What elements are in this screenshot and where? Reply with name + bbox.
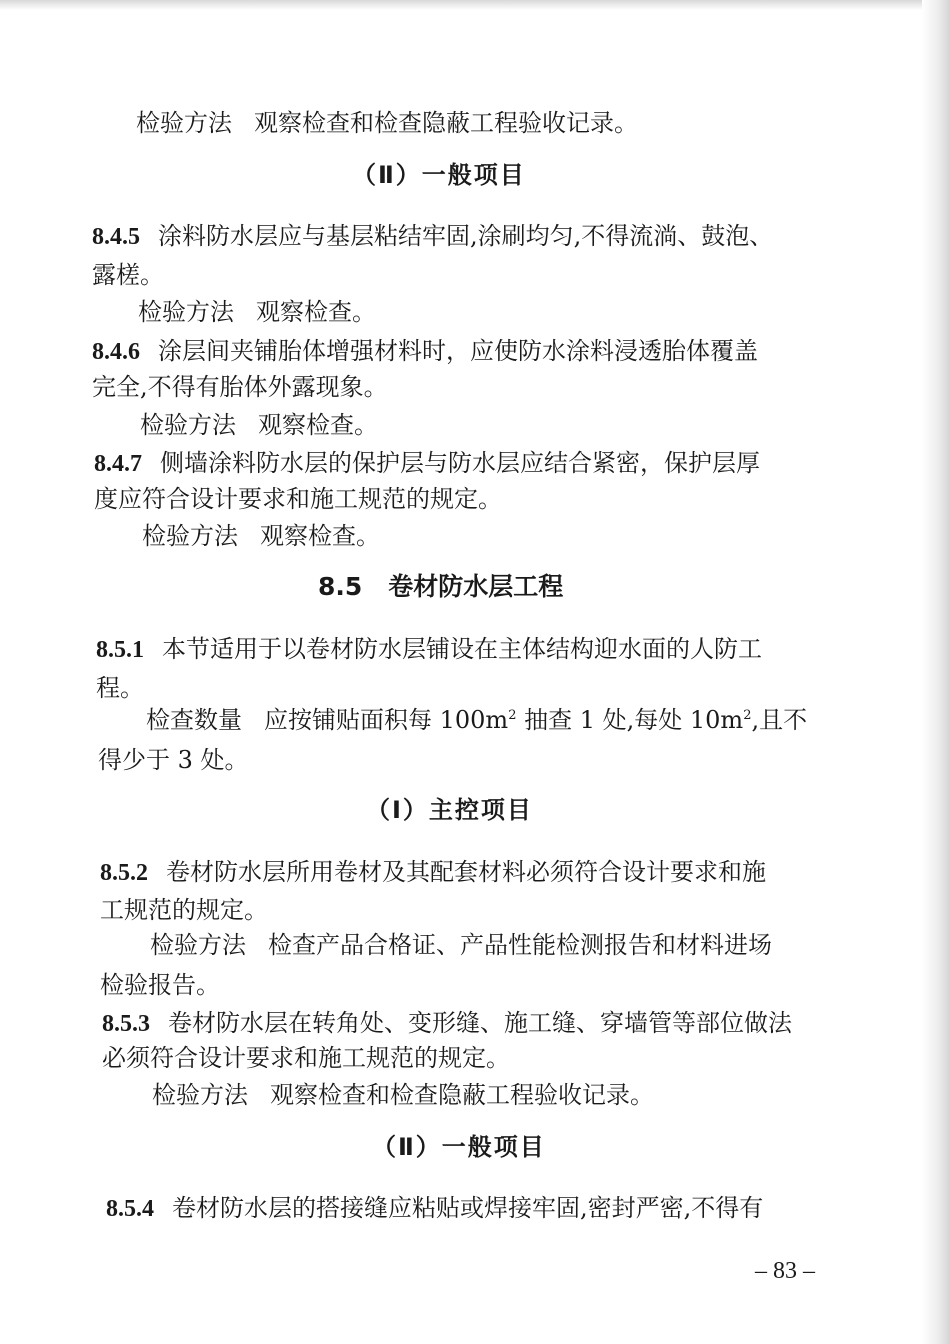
clause-number: 8.5.3	[102, 1011, 150, 1037]
heading-main-control-items: （Ⅰ）主控项目	[366, 796, 533, 824]
item-8-4-6-line2: 完全,不得有胎体外露现象。	[92, 373, 388, 401]
clause-number: 8.4.6	[92, 339, 140, 365]
heading-general-items-1: （Ⅱ）一般项目	[352, 161, 526, 189]
clause-text: 侧墙涂料防水层的保护层与防水层应结合紧密，保护层厚	[160, 449, 760, 477]
superscript: 2	[508, 708, 517, 723]
item-8-4-5-method	[138, 297, 376, 327]
top-inspection-method	[136, 108, 638, 138]
item-8-4-7-line1	[94, 448, 760, 479]
method-text: 观察检查。	[258, 411, 378, 439]
item-8-5-1-line1	[96, 634, 762, 665]
item-8-5-2-method	[150, 930, 772, 960]
clause-text: 卷材防水层所用卷材及其配套材料必须符合设计要求和施	[166, 858, 766, 886]
method-text: 观察检查。	[260, 522, 380, 550]
quantity-text-c: ,且不	[751, 706, 808, 734]
item-8-5-3-line1	[102, 1008, 792, 1039]
quantity-label: 检查数量	[146, 706, 242, 734]
item-8-4-7-method	[142, 521, 380, 551]
clause-text: 卷材防水层在转角处、变形缝、施工缝、穿墙管等部位做法	[168, 1009, 792, 1037]
clause-number: 8.4.7	[94, 451, 142, 477]
method-text: 检查产品合格证、产品性能检测报告和材料进场	[268, 931, 772, 959]
section-title-8-5	[318, 572, 563, 602]
clause-text: 涂料防水层应与基层粘结牢固,涂刷均匀,不得流淌、鼓泡、	[158, 222, 774, 250]
item-8-5-3-method	[152, 1080, 654, 1110]
clause-number: 8.5.1	[96, 637, 144, 663]
method-text: 观察检查和检查隐蔽工程验收记录。	[270, 1081, 654, 1109]
heading-general-items-2: （Ⅱ）一般项目	[372, 1133, 546, 1161]
method-label: 检验方法	[142, 522, 238, 550]
item-8-5-2-line1	[100, 857, 766, 888]
method-label: 检验方法	[150, 931, 246, 959]
clause-text: 卷材防水层的搭接缝应粘贴或焊接牢固,密封严密,不得有	[172, 1194, 764, 1222]
clause-text: 本节适用于以卷材防水层铺设在主体结构迎水面的人防工	[162, 635, 762, 663]
clause-number: 8.5.4	[106, 1196, 154, 1222]
clause-number: 8.4.5	[92, 224, 140, 250]
item-8-4-5-line2: 露槎。	[92, 261, 164, 289]
page-number: – 83 –	[755, 1258, 815, 1284]
item-8-4-7-line2: 度应符合设计要求和施工规范的规定。	[94, 485, 502, 513]
item-8-4-6-method	[140, 410, 378, 440]
item-8-5-1-quantity-line2: 得少于 3 处。	[98, 746, 249, 774]
superscript: 2	[743, 708, 752, 723]
section-number: 8.5	[318, 572, 363, 601]
method-text: 观察检查和检查隐蔽工程验收记录。	[254, 109, 638, 137]
item-8-5-3-line2: 必须符合设计要求和施工规范的规定。	[102, 1044, 510, 1072]
method-label: 检验方法	[152, 1081, 248, 1109]
item-8-4-5-line1	[92, 221, 773, 252]
item-8-5-2-line2: 工规范的规定。	[100, 896, 268, 924]
section-name: 卷材防水层工程	[388, 572, 564, 601]
scan-shadow-right	[922, 0, 950, 1344]
item-8-5-4-line1	[106, 1193, 763, 1224]
method-label: 检验方法	[136, 109, 232, 137]
method-label: 检验方法	[138, 298, 234, 326]
method-label: 检验方法	[140, 411, 236, 439]
quantity-text-a: 应按铺贴面积每 100m	[264, 706, 509, 734]
clause-text: 涂层间夹铺胎体增强材料时，应使防水涂料浸透胎体覆盖	[158, 337, 758, 365]
scan-shadow-top	[0, 0, 950, 10]
clause-number: 8.5.2	[100, 860, 148, 886]
item-8-5-2-method-line2: 检验报告。	[100, 971, 220, 999]
item-8-5-1-line2: 程。	[96, 674, 144, 702]
quantity-text-b: 抽查 1 处,每处 10m	[516, 706, 744, 734]
item-8-5-1-quantity	[146, 705, 807, 735]
item-8-4-6-line1	[92, 336, 758, 367]
method-text: 观察检查。	[256, 298, 376, 326]
